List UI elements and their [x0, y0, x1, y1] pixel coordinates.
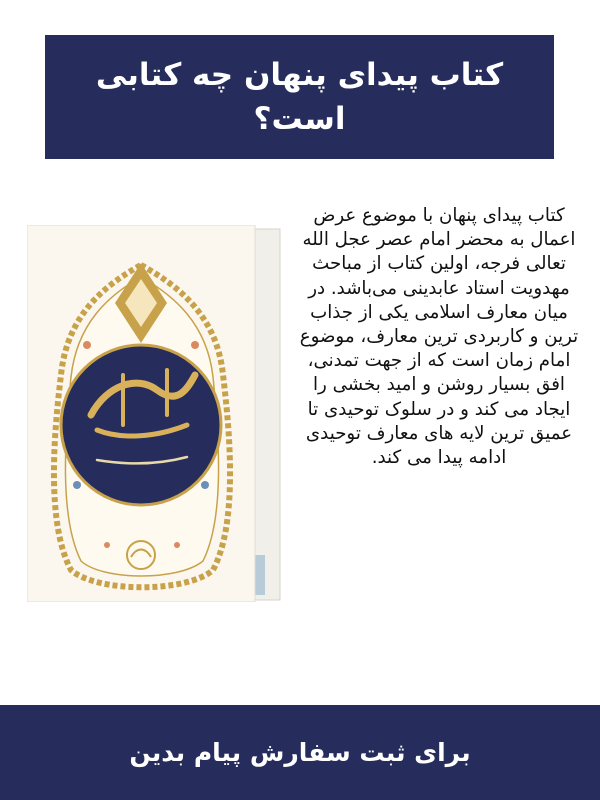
order-footer-banner	[0, 705, 600, 800]
book-description: کتاب پیدای پنهان با موضوع عرض اعمال به محضر امام عصر عجل الله تعالی فرجه، اولین کتاب از مباحث مهدویت استاد عابدینی می‌باشد. در میان معارف اسلامی یکی از جذاب ترین و کاربردی ترین معارف، موضوع امام زمان است که از جهت تمدنی، افق بسیار روشن و امید بخشی را ایجاد می کند و در سلوک توحیدی تا عمیق ترین لایه های معارف توحیدی ادامه پیدا می کند.	[299, 205, 579, 469]
order-call-to-action: برای ثبت سفارش پیام بدین	[129, 738, 471, 767]
title-banner	[45, 35, 554, 159]
page-title: کتاب پیدای پنهان چه کتابی است؟	[95, 57, 504, 137]
book-cover-image	[27, 225, 282, 602]
